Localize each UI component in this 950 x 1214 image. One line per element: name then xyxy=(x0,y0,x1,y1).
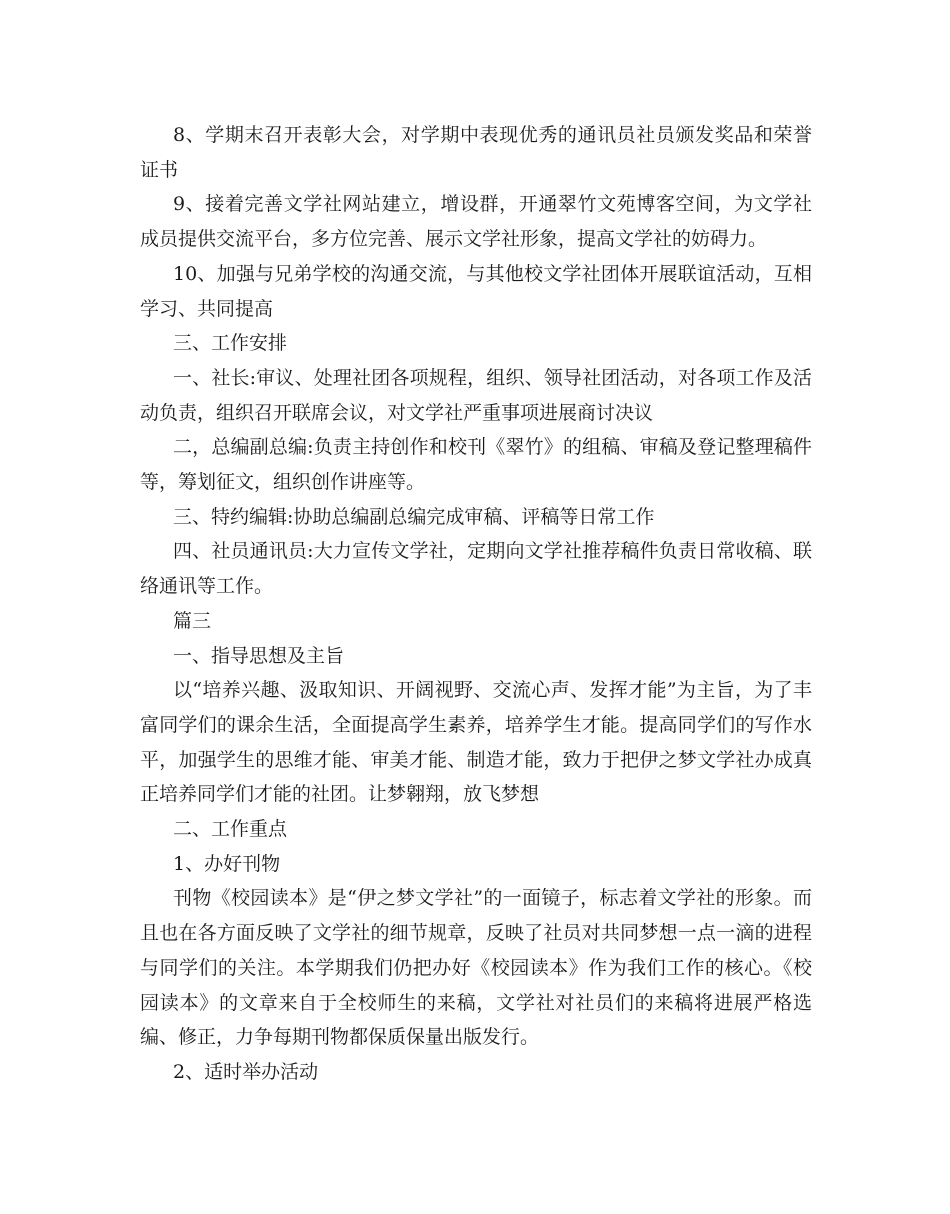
paragraph: 8、学期末召开表彰大会，对学期中表现优秀的通讯员社员颁发奖品和荣誉证书 xyxy=(140,124,812,181)
paragraph: 10、加强与兄弟学校的沟通交流，与其他校文学社团体开展联谊活动，互相学习、共同提高 xyxy=(140,262,812,320)
paragraph: 二，总编副总编:负责主持创作和校刊《翠竹》的组稿、审稿及登记整理稿件等，筹划征文，组织创作讲座等。 xyxy=(140,436,812,494)
paragraph: 9、接着完善文学社网站建立，增设群，开通翠竹文苑博客空间，为文学社成员提供交流平台，多方位完善、展示文学社形象，提高文学社的妨碍力。 xyxy=(140,193,812,251)
paragraph: 一、社长:审议、处理社团各项规程，组织、领导社团活动，对各项工作及活动负责，组织召开联席会议，对文学社严重事项进展商讨决议 xyxy=(140,366,812,424)
subsection-heading: 1、办好刊物 xyxy=(173,852,281,875)
section-heading: 篇三 xyxy=(173,609,212,632)
document-page xyxy=(140,118,812,1090)
section-heading: 三、工作安排 xyxy=(173,332,288,355)
paragraph: 以“培养兴趣、汲取知识、开阔视野、交流心声、发挥才能”为主旨，为了丰富同学们的课余生活，全面提高学生素养，培养学生才能。提高同学们的写作水平，加强学生的思维才能、审美才能、制造才能，致力于把伊之梦文学社办成真正培养同学们才能的社团。让梦翱翔，放飞梦想 xyxy=(140,679,812,806)
subsection-heading: 2、适时举办活动 xyxy=(173,1060,319,1083)
section-heading: 二、工作重点 xyxy=(173,818,288,841)
section-heading: 一、指导思想及主旨 xyxy=(173,644,345,667)
paragraph: 刊物《校园读本》是“伊之梦文学社”的一面镜子，标志着文学社的形象。而且也在各方面反映了文学社的细节规章，反映了社员对共同梦想一点一滴的进程与同学们的关注。本学期我们仍把办好《校园读本》作为我们工作的核心。《校园读本》的文章来自于全校师生的来稿，文学社对社员们的来稿将进展严格选编、修正，力争每期刊物都保质保量出版发行。 xyxy=(140,887,812,1049)
paragraph: 三、特约编辑:协助总编副总编完成审稿、评稿等日常工作 xyxy=(173,505,655,528)
paragraph: 四、社员通讯员:大力宣传文学社，定期向文学社推荐稿件负责日常收稿、联络通讯等工作。 xyxy=(140,540,812,598)
